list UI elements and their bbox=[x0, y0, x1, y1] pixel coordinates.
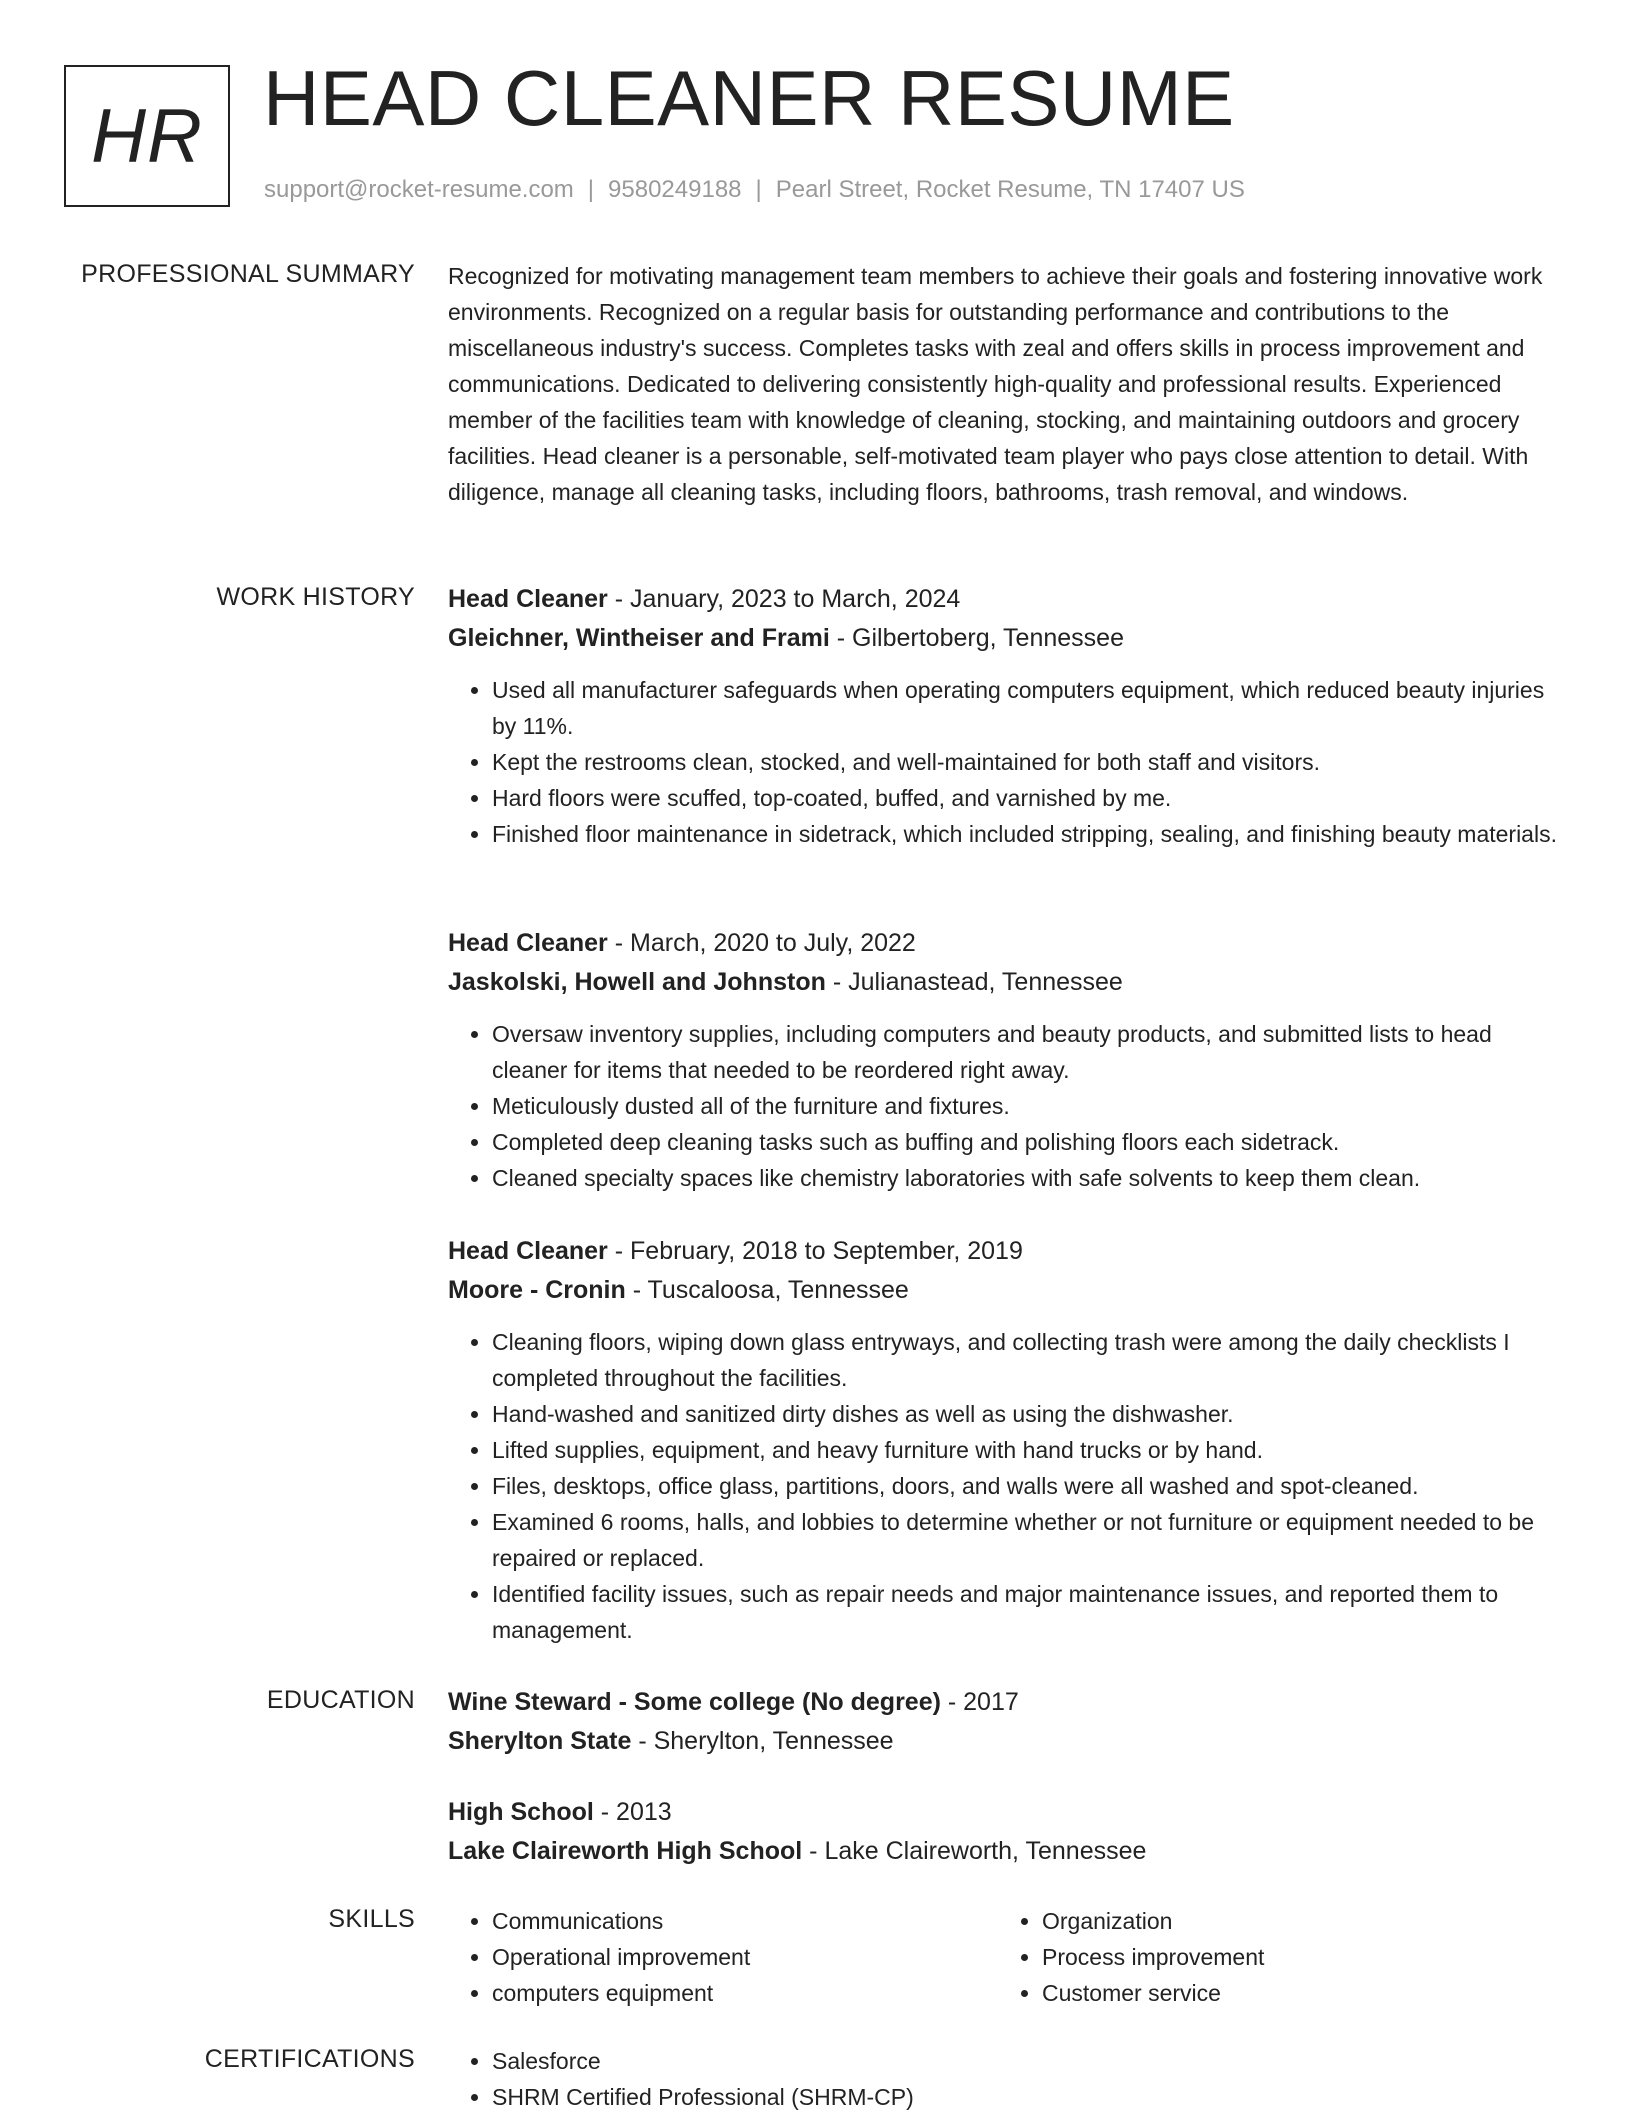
job-company: Moore - Cronin bbox=[448, 1276, 626, 1304]
education-school-line bbox=[448, 1832, 1570, 1871]
education-school-line bbox=[448, 1722, 1570, 1761]
job-company-line bbox=[448, 963, 1570, 1002]
job-location: - Tuscaloosa, Tennessee bbox=[625, 1276, 909, 1304]
certifications-list bbox=[448, 2043, 1570, 2115]
list-item: • Completed deep cleaning tasks such as buffing and polishing floors each sidetrack. bbox=[492, 1124, 1570, 1160]
education-school: Sherylton State bbox=[448, 1727, 632, 1755]
list-item: • Files, desktops, office glass, partitions, doors, and walls were all washed and spot-cleaned. bbox=[492, 1468, 1570, 1504]
job-title: Head Cleaner bbox=[448, 585, 608, 613]
education-degree: Wine Steward - Some college (No degree) bbox=[448, 1688, 941, 1716]
list-item: • Identified facility issues, such as repair needs and major maintenance issues, and reported them to management. bbox=[492, 1576, 1570, 1648]
job-bullets bbox=[448, 672, 1570, 852]
education-degree-line bbox=[448, 1683, 1570, 1722]
job-location: - Gilbertoberg, Tennessee bbox=[829, 624, 1124, 652]
contact-separator: | bbox=[755, 176, 762, 203]
list-item: • Hard floors were scuffed, top-coated, buffed, and varnished by me. bbox=[492, 780, 1570, 816]
section-label-work: WORK HISTORY bbox=[216, 583, 415, 611]
skills-columns bbox=[448, 1903, 1570, 2011]
skills-list-right bbox=[998, 1903, 1548, 2011]
list-item: • Meticulously dusted all of the furniture and fixtures. bbox=[492, 1088, 1570, 1124]
monogram-text: HR bbox=[91, 93, 203, 179]
list-item: • Hand-washed and sanitized dirty dishes as well as using the dishwasher. bbox=[492, 1396, 1570, 1432]
education-year: - 2013 bbox=[593, 1798, 672, 1826]
list-item: • Lifted supplies, equipment, and heavy furniture with hand trucks or by hand. bbox=[492, 1432, 1570, 1468]
job-title: Head Cleaner bbox=[448, 929, 608, 957]
job-title-line bbox=[448, 1232, 1570, 1271]
job-entry bbox=[448, 580, 1570, 852]
education-entry bbox=[448, 1683, 1570, 1761]
list-item: • Customer service bbox=[1042, 1975, 1548, 2011]
list-item: • Cleaned specialty spaces like chemistry laboratories with safe solvents to keep them clean. bbox=[492, 1160, 1570, 1196]
list-item: • Kept the restrooms clean, stocked, and well-maintained for both staff and visitors. bbox=[492, 744, 1570, 780]
list-item: • SHRM Certified Professional (SHRM-CP) bbox=[492, 2079, 1570, 2115]
summary-body bbox=[448, 258, 1570, 510]
list-item: • Salesforce bbox=[492, 2043, 1570, 2079]
section-label-education: EDUCATION bbox=[266, 1686, 415, 1714]
job-entry bbox=[448, 924, 1570, 1196]
list-item: • Finished floor maintenance in sidetrack, which included stripping, sealing, and finishing beauty materials. bbox=[492, 816, 1570, 852]
skills-body bbox=[448, 1903, 1570, 2011]
section-label-certifications: CERTIFICATIONS bbox=[204, 2045, 415, 2073]
list-item: • Process improvement bbox=[1042, 1939, 1548, 1975]
job-dates: - March, 2020 to July, 2022 bbox=[607, 929, 916, 957]
job-company-line bbox=[448, 619, 1570, 658]
list-item: • Used all manufacturer safeguards when operating computers equipment, which reduced beauty injuries by 11%. bbox=[492, 672, 1570, 744]
list-item: • computers equipment bbox=[492, 1975, 998, 2011]
section-label-skills: SKILLS bbox=[328, 1905, 415, 1933]
job-title-line bbox=[448, 580, 1570, 619]
job-entry bbox=[448, 1232, 1570, 1648]
education-school: Lake Claireworth High School bbox=[448, 1837, 803, 1865]
job-company-line bbox=[448, 1271, 1570, 1310]
education-year: - 2017 bbox=[940, 1688, 1019, 1716]
skills-list-left bbox=[448, 1903, 998, 2011]
contact-phone[interactable]: 9580249188 bbox=[608, 176, 742, 203]
list-item: • Examined 6 rooms, halls, and lobbies to determine whether or not furniture or equipment needed to be repaired or replaced. bbox=[492, 1504, 1570, 1576]
job-title: Head Cleaner bbox=[448, 1237, 608, 1265]
job-company: Jaskolski, Howell and Johnston bbox=[448, 968, 826, 996]
contact-separator: | bbox=[587, 176, 595, 203]
list-item: • Organization bbox=[1042, 1903, 1548, 1939]
education-degree-line bbox=[448, 1793, 1570, 1832]
monogram-badge bbox=[64, 65, 230, 207]
list-item: • Communications bbox=[492, 1903, 998, 1939]
job-title-line bbox=[448, 924, 1570, 963]
contact-line bbox=[264, 176, 1245, 204]
certifications-body bbox=[448, 2043, 1570, 2115]
contact-email[interactable]: support@rocket-resume.com bbox=[264, 176, 574, 203]
education-location: - Sherylton, Tennessee bbox=[631, 1727, 894, 1755]
education-entry bbox=[448, 1793, 1570, 1871]
job-bullets bbox=[448, 1324, 1570, 1648]
job-dates: - February, 2018 to September, 2019 bbox=[607, 1237, 1023, 1265]
list-item: • Cleaning floors, wiping down glass entryways, and collecting trash were among the daily checklists I completed throughout the facilities. bbox=[492, 1324, 1570, 1396]
job-location: - Julianastead, Tennessee bbox=[825, 968, 1123, 996]
contact-address: Pearl Street, Rocket Resume, TN 17407 US bbox=[775, 176, 1245, 203]
list-item: • Operational improvement bbox=[492, 1939, 998, 1975]
job-bullets bbox=[448, 1016, 1570, 1196]
job-dates: - January, 2023 to March, 2024 bbox=[607, 585, 961, 613]
summary-text: Recognized for motivating management team members to achieve their goals and fostering innovative work environments. Recognized on a regular basis for outstanding performance and contributions to the miscellaneous industry's success. Completes tasks with zeal and offers skills in process improvement and communications. Dedicated to delivering consistently high-quality and professional results. Experienced member of the facilities team with knowledge of cleaning, stocking, and maintaining outdoors and grocery facilities. Head cleaner is a personable, self-motivated team player who pays close attention to detail. With diligence, manage all cleaning tasks, including floors, bathrooms, trash removal, and windows. bbox=[448, 263, 1543, 505]
resume-title: HEAD CLEANER RESUME bbox=[263, 54, 1235, 142]
list-item: • Oversaw inventory supplies, including computers and beauty products, and submitted lists to head cleaner for items that needed to be reordered right away. bbox=[492, 1016, 1570, 1088]
section-label-summary: PROFESSIONAL SUMMARY bbox=[81, 260, 415, 288]
education-location: - Lake Claireworth, Tennessee bbox=[802, 1837, 1147, 1865]
job-company: Gleichner, Wintheiser and Frami bbox=[448, 624, 830, 652]
education-degree: High School bbox=[448, 1798, 594, 1826]
